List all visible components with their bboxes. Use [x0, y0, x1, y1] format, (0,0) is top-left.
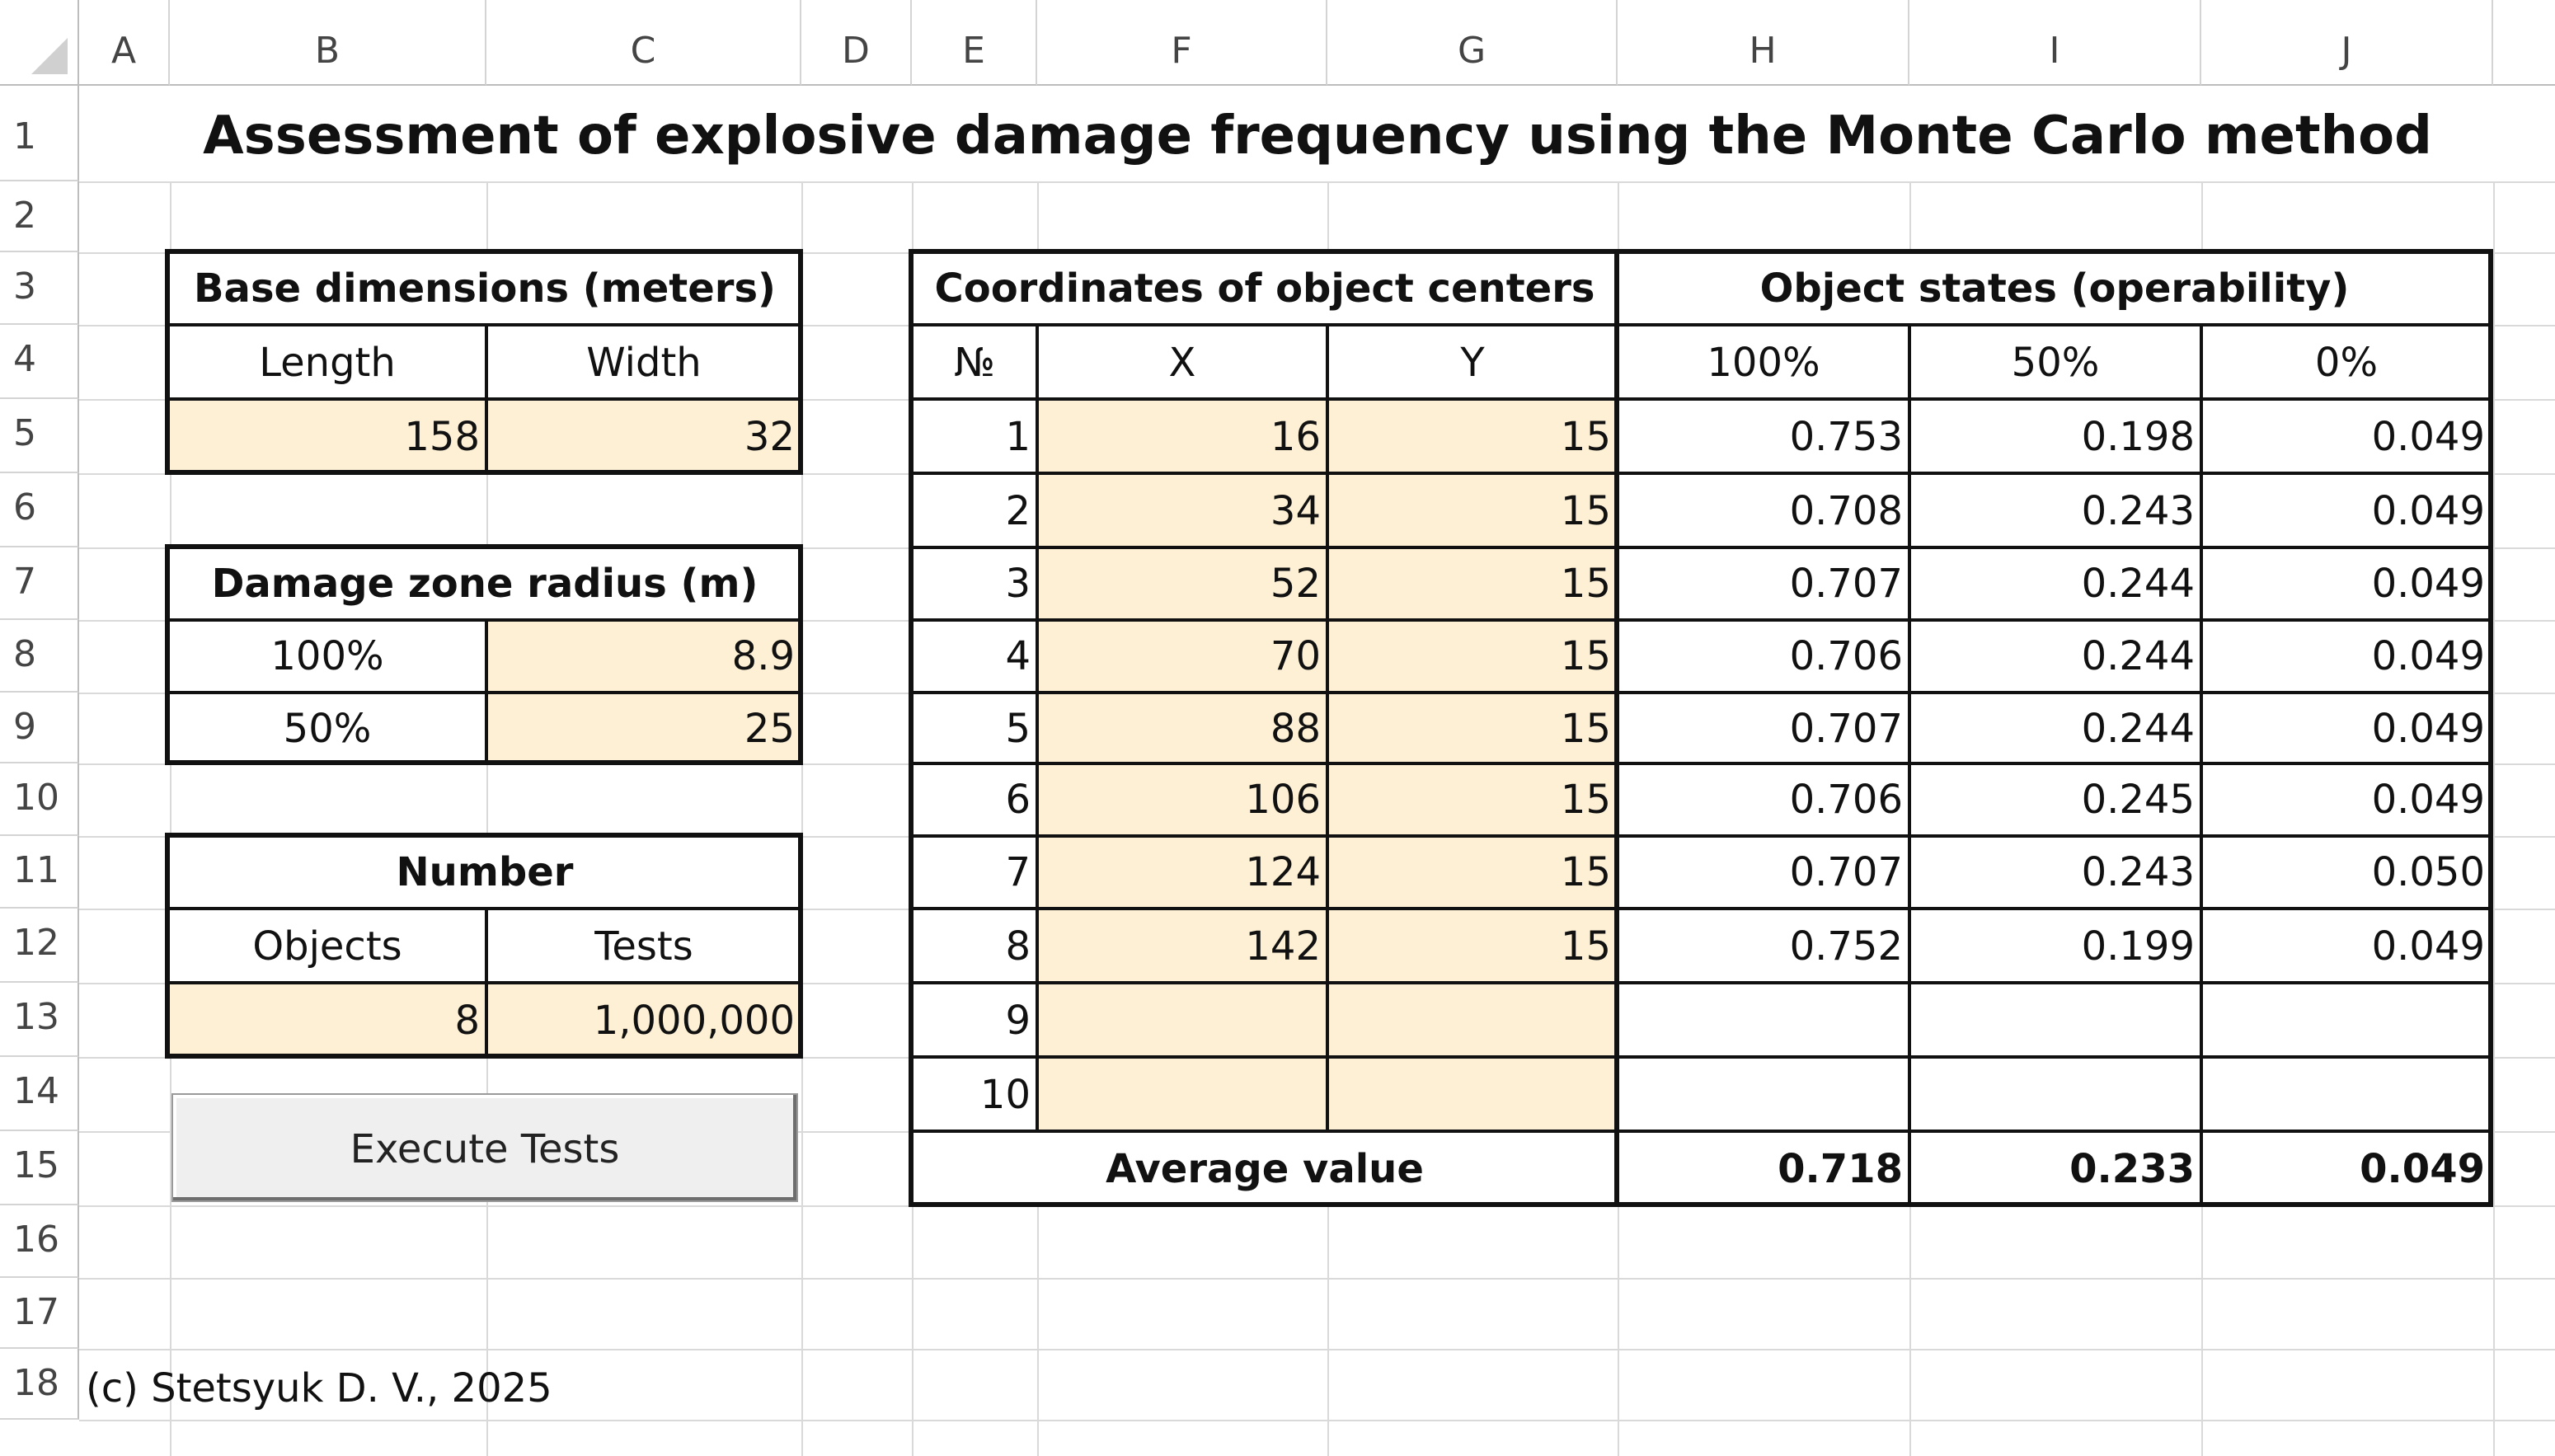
row-header-2[interactable]: 2	[0, 181, 79, 252]
row-header-4[interactable]: 4	[0, 325, 79, 399]
object-9-s100	[1618, 983, 1909, 1057]
r100-input[interactable]: 8.9	[486, 620, 801, 693]
object-10-s100	[1618, 1057, 1909, 1131]
row-header-12[interactable]: 12	[0, 909, 79, 983]
object-2-s100: 0.708	[1618, 473, 1909, 547]
base-dimensions-header: Base dimensions (meters)	[168, 252, 801, 325]
number-header: Number	[168, 836, 801, 909]
object-4-s50: 0.244	[1909, 620, 2201, 693]
row-header-10[interactable]: 10	[0, 763, 79, 836]
col-header-d[interactable]: D	[801, 0, 912, 86]
object-5-no: 5	[912, 693, 1037, 763]
r100-label: 100%	[168, 620, 486, 693]
object-2-s0: 0.049	[2201, 473, 2492, 547]
damage-zone-header: Damage zone radius (m)	[168, 547, 801, 620]
object-1-s0: 0.049	[2201, 399, 2492, 473]
average-0: 0.049	[2201, 1131, 2492, 1205]
average-label: Average value	[912, 1131, 1618, 1205]
object-8-x[interactable]: 142	[1037, 909, 1327, 983]
object-10-no: 10	[912, 1057, 1037, 1131]
object-6-s50: 0.245	[1909, 763, 2201, 836]
width-input[interactable]: 32	[486, 399, 801, 473]
row-header-16[interactable]: 16	[0, 1205, 79, 1278]
row-header-6[interactable]: 6	[0, 473, 79, 547]
state-0-label: 0%	[2201, 325, 2492, 399]
length-input[interactable]: 158	[168, 399, 486, 473]
object-8-s50: 0.199	[1909, 909, 2201, 983]
object-2-x[interactable]: 34	[1037, 473, 1327, 547]
width-label: Width	[486, 325, 801, 399]
col-header-a[interactable]: A	[79, 0, 170, 86]
object-9-y[interactable]	[1327, 983, 1618, 1057]
select-all-corner[interactable]	[0, 0, 79, 86]
col-header-overflow	[2493, 0, 2555, 86]
object-2-no: 2	[912, 473, 1037, 547]
object-1-s100: 0.753	[1618, 399, 1909, 473]
object-9-no: 9	[912, 983, 1037, 1057]
object-states-header: Object states (operability)	[1618, 252, 2492, 325]
object-1-s50: 0.198	[1909, 399, 2201, 473]
object-5-s0: 0.049	[2201, 693, 2492, 763]
object-4-y[interactable]: 15	[1327, 620, 1618, 693]
object-6-y[interactable]: 15	[1327, 763, 1618, 836]
object-3-y[interactable]: 15	[1327, 547, 1618, 620]
object-4-s100: 0.706	[1618, 620, 1909, 693]
object-3-s50: 0.244	[1909, 547, 2201, 620]
object-8-s0: 0.049	[2201, 909, 2492, 983]
object-7-no: 7	[912, 836, 1037, 909]
object-1-no: 1	[912, 399, 1037, 473]
object-5-x[interactable]: 88	[1037, 693, 1327, 763]
r50-label: 50%	[168, 693, 486, 763]
objects-label: Objects	[168, 909, 486, 983]
object-6-s0: 0.049	[2201, 763, 2492, 836]
object-7-s50: 0.243	[1909, 836, 2201, 909]
row-header-5[interactable]: 5	[0, 399, 79, 473]
col-header-h[interactable]: H	[1618, 0, 1909, 86]
object-4-s0: 0.049	[2201, 620, 2492, 693]
object-10-s0	[2201, 1057, 2492, 1131]
object-6-x[interactable]: 106	[1037, 763, 1327, 836]
row-header-7[interactable]: 7	[0, 547, 79, 620]
row-header-17[interactable]: 17	[0, 1278, 79, 1349]
object-3-x[interactable]: 52	[1037, 547, 1327, 620]
length-label: Length	[168, 325, 486, 399]
object-3-s100: 0.707	[1618, 547, 1909, 620]
col-header-f[interactable]: F	[1037, 0, 1327, 86]
object-10-x[interactable]	[1037, 1057, 1327, 1131]
object-5-s100: 0.707	[1618, 693, 1909, 763]
row-header-11[interactable]: 11	[0, 836, 79, 909]
object-5-y[interactable]: 15	[1327, 693, 1618, 763]
object-4-x[interactable]: 70	[1037, 620, 1327, 693]
object-4-no: 4	[912, 620, 1037, 693]
object-10-s50	[1909, 1057, 2201, 1131]
x-column-label: X	[1037, 325, 1327, 399]
object-10-y[interactable]	[1327, 1057, 1618, 1131]
row-header-1[interactable]: 1	[0, 86, 79, 181]
sheet-title: Assessment of explosive damage frequency using the Monte Carlo method	[79, 86, 2555, 181]
object-1-x[interactable]: 16	[1037, 399, 1327, 473]
object-3-no: 3	[912, 547, 1037, 620]
object-5-s50: 0.244	[1909, 693, 2201, 763]
row-header-8[interactable]: 8	[0, 620, 79, 693]
object-7-s0: 0.050	[2201, 836, 2492, 909]
row-header-9[interactable]: 9	[0, 693, 79, 763]
row-header-18[interactable]: 18	[0, 1349, 79, 1420]
object-7-s100: 0.707	[1618, 836, 1909, 909]
r50-input[interactable]: 25	[486, 693, 801, 763]
object-1-y[interactable]: 15	[1327, 399, 1618, 473]
col-header-g[interactable]: G	[1327, 0, 1618, 86]
object-9-x[interactable]	[1037, 983, 1327, 1057]
object-9-s50	[1909, 983, 2201, 1057]
object-3-s0: 0.049	[2201, 547, 2492, 620]
object-7-x[interactable]: 124	[1037, 836, 1327, 909]
col-header-i[interactable]: I	[1909, 0, 2201, 86]
tests-input[interactable]: 1,000,000	[486, 983, 801, 1057]
average-50: 0.233	[1909, 1131, 2201, 1205]
col-header-e[interactable]: E	[912, 0, 1037, 86]
average-100: 0.718	[1618, 1131, 1909, 1205]
state-100-label: 100%	[1618, 325, 1909, 399]
row-header-15[interactable]: 15	[0, 1131, 79, 1205]
object-8-y[interactable]: 15	[1327, 909, 1618, 983]
object-7-y[interactable]: 15	[1327, 836, 1618, 909]
object-9-s0	[2201, 983, 2492, 1057]
object-8-no: 8	[912, 909, 1037, 983]
col-header-b[interactable]: B	[170, 0, 486, 86]
execute-tests-button[interactable]: Execute Tests	[171, 1093, 798, 1202]
object-2-y[interactable]: 15	[1327, 473, 1618, 547]
y-column-label: Y	[1327, 325, 1618, 399]
tests-label: Tests	[486, 909, 801, 983]
row-header-13[interactable]: 13	[0, 983, 79, 1057]
object-6-no: 6	[912, 763, 1037, 836]
objects-input[interactable]: 8	[168, 983, 486, 1057]
col-header-j[interactable]: J	[2201, 0, 2493, 86]
col-header-c[interactable]: C	[486, 0, 801, 86]
coordinates-header: Coordinates of object centers	[912, 252, 1618, 325]
row-header-3[interactable]: 3	[0, 252, 79, 325]
row-header-14[interactable]: 14	[0, 1057, 79, 1131]
object-8-s100: 0.752	[1618, 909, 1909, 983]
number-column-label: №	[912, 325, 1037, 399]
state-50-label: 50%	[1909, 325, 2201, 399]
copyright-footer: (c) Stetsyuk D. V., 2025	[86, 1365, 552, 1411]
object-2-s50: 0.243	[1909, 473, 2201, 547]
object-6-s100: 0.706	[1618, 763, 1909, 836]
